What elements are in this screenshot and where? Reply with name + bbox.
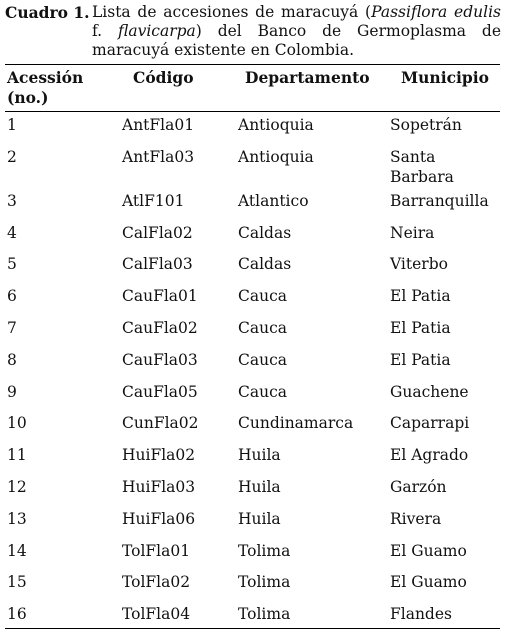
caption-text-before: Lista de accesiones de maracuyá ( xyxy=(92,3,372,21)
accession-cell: 15 xyxy=(7,573,27,592)
municipality-cell: El Guamo xyxy=(390,573,467,592)
code-cell: AtlF101 xyxy=(122,191,185,210)
header-municipality: Municipio xyxy=(401,68,489,87)
caption-label: Cuadro 1. xyxy=(5,3,90,22)
accession-cell: 11 xyxy=(7,446,27,465)
table-row xyxy=(0,506,506,538)
accession-cell: 8 xyxy=(7,350,17,369)
table-row xyxy=(0,569,506,601)
table-row xyxy=(0,379,506,411)
table-row xyxy=(0,188,506,220)
accession-cell: 16 xyxy=(7,605,27,624)
code-cell: TolFla01 xyxy=(122,541,191,560)
accession-cell: 2 xyxy=(7,147,17,166)
code-cell: CunFla02 xyxy=(122,414,199,433)
department-cell: Cauca xyxy=(238,350,288,369)
accession-cell: 9 xyxy=(7,382,17,401)
department-cell: Tolima xyxy=(238,573,291,592)
table-row xyxy=(0,474,506,506)
accession-cell: 13 xyxy=(7,509,27,528)
department-cell: Huila xyxy=(238,509,281,528)
department-cell: Huila xyxy=(238,446,281,465)
department-cell: Caldas xyxy=(238,255,292,274)
department-cell: Antioquia xyxy=(238,147,314,166)
accession-cell: 10 xyxy=(7,414,27,433)
municipality-cell: Santa Barbara xyxy=(390,147,454,186)
table-row xyxy=(0,283,506,315)
code-cell: CauFla05 xyxy=(122,382,198,401)
accession-cell: 1 xyxy=(7,116,17,134)
table-row xyxy=(0,144,506,188)
accession-cell: 6 xyxy=(7,287,17,306)
code-cell: HuiFla06 xyxy=(122,509,196,528)
municipality-cell: Viterbo xyxy=(390,255,448,274)
municipality-cell: Flandes xyxy=(390,605,452,624)
municipality-cell: Guachene xyxy=(390,382,469,401)
accession-cell: 14 xyxy=(7,541,27,560)
department-cell: Cauca xyxy=(238,318,288,337)
caption-text-mid: f. xyxy=(92,22,118,40)
municipality-cell: Caparrapi xyxy=(390,414,470,433)
header-department: Departamento xyxy=(245,68,370,87)
department-cell: Cauca xyxy=(238,382,288,401)
table-row xyxy=(0,410,506,442)
municipality-cell: Barranquilla xyxy=(390,191,489,210)
table-row xyxy=(0,538,506,570)
accession-cell: 12 xyxy=(7,477,27,496)
department-cell: Atlantico xyxy=(238,191,309,210)
accession-cell: 5 xyxy=(7,255,17,274)
table-row xyxy=(0,442,506,474)
department-cell: Caldas xyxy=(238,223,292,242)
municipality-cell: El Patia xyxy=(390,287,451,306)
code-cell: TolFla04 xyxy=(122,605,191,624)
table-row xyxy=(0,251,506,283)
header-code: Código xyxy=(133,68,194,87)
code-cell: CauFla03 xyxy=(122,350,198,369)
accession-cell: 7 xyxy=(7,318,17,337)
caption-text xyxy=(92,3,501,60)
table-row xyxy=(0,347,506,379)
department-cell: Tolima xyxy=(238,605,291,624)
table-row xyxy=(0,220,506,252)
caption-text-after: ) del Banco de Germoplasma de maracuyá existente en Colombia. xyxy=(92,22,502,59)
department-cell: Tolima xyxy=(238,541,291,560)
department-cell: Cundinamarca xyxy=(238,414,354,433)
table-row xyxy=(0,112,506,144)
municipality-cell: Neira xyxy=(390,223,435,242)
department-cell: Antioquia xyxy=(238,116,314,134)
code-cell: CalFla03 xyxy=(122,255,193,274)
municipality-cell: Garzón xyxy=(390,477,447,496)
municipality-cell: El Patia xyxy=(390,350,451,369)
municipality-cell: El Agrado xyxy=(390,446,469,465)
department-cell: Huila xyxy=(238,477,281,496)
municipality-cell: El Guamo xyxy=(390,541,467,560)
code-cell: CauFla02 xyxy=(122,318,198,337)
code-cell: CauFla01 xyxy=(122,287,198,306)
municipality-cell: Rivera xyxy=(390,509,442,528)
table-bottom-rule xyxy=(5,628,500,629)
table-body xyxy=(0,112,506,633)
municipality-cell: El Patia xyxy=(390,318,451,337)
code-cell: CalFla02 xyxy=(122,223,193,242)
table-header xyxy=(0,66,506,110)
code-cell: AntFla01 xyxy=(122,116,195,134)
accession-cell: 4 xyxy=(7,223,17,242)
accession-cell: 3 xyxy=(7,191,17,210)
code-cell: HuiFla03 xyxy=(122,477,196,496)
table-top-rule xyxy=(5,64,500,65)
municipality-cell: Sopetrán xyxy=(390,116,462,134)
caption-species: Passiflora edulis xyxy=(371,3,501,21)
table-row xyxy=(0,315,506,347)
code-cell: HuiFla02 xyxy=(122,446,196,465)
department-cell: Cauca xyxy=(238,287,288,306)
caption-form: flavicarpa xyxy=(117,22,196,40)
code-cell: TolFla02 xyxy=(122,573,191,592)
header-accession: Acessión (no.) xyxy=(7,68,84,107)
code-cell: AntFla03 xyxy=(122,147,195,166)
table-caption xyxy=(5,3,501,60)
